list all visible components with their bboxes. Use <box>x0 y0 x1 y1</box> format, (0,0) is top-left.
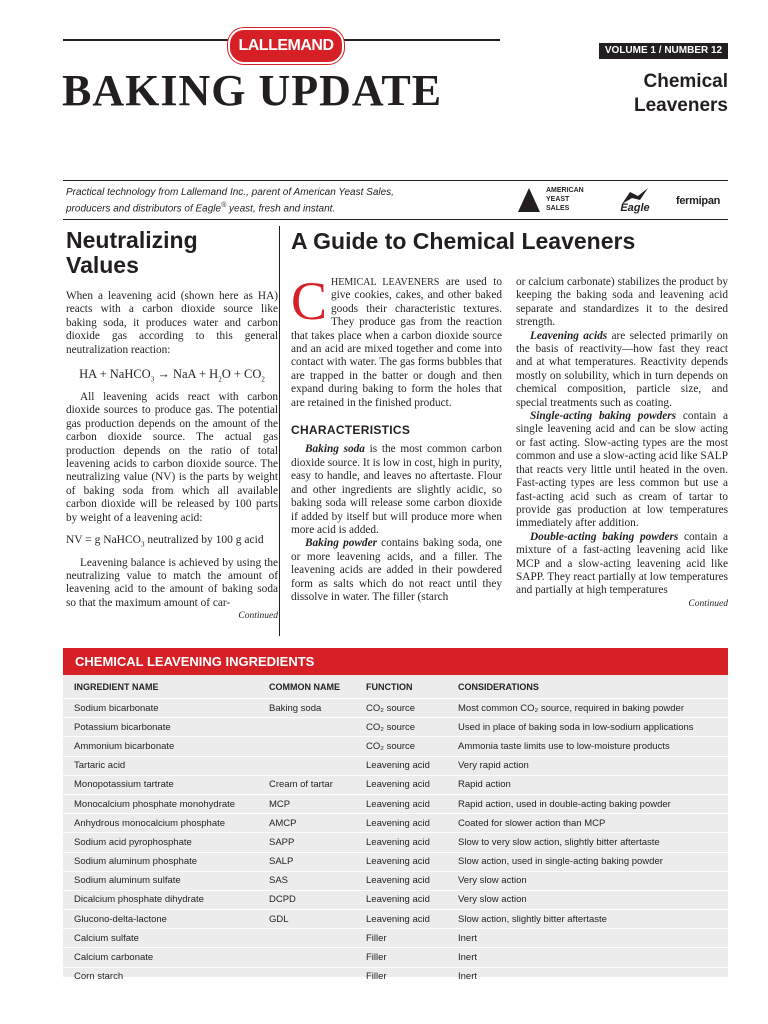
tagline-line1: Practical technology from Lallemand Inc., parent of American Yeast Sales, <box>66 187 394 198</box>
continued-label: Continued <box>238 611 278 622</box>
table-header-row <box>63 675 728 699</box>
issue-title <box>590 70 728 118</box>
common-name-cell: SAPP <box>269 833 366 852</box>
main-headline: A Guide to Chemical Leaveners <box>291 228 636 254</box>
ingredient-name-cell: Sodium aluminum phosphate <box>63 852 269 871</box>
ingredient-name-cell: Ammonium bicarbonate <box>63 737 269 756</box>
function-cell: CO₂ source <box>366 718 458 737</box>
main-article-col1 <box>291 271 502 604</box>
table-row <box>63 775 728 794</box>
eagle-icon <box>620 186 650 206</box>
ingredient-name-cell: Potassium bicarbonate <box>63 718 269 737</box>
common-name-cell <box>269 737 366 756</box>
considerations-cell: Very slow action <box>458 871 728 890</box>
table-row <box>63 699 728 718</box>
ingredient-name-cell: Calcium carbonate <box>63 948 269 967</box>
drop-cap: C <box>291 271 328 331</box>
paragraph: Baking soda is the most common carbon dioxide source. It is low in cost, high in purity, easy to handle, and leaves no aftertaste. Flour and other ingredients are slightly acidic, so baking soda will release some carbon dioxide if added by itself but will produce more when more acid is added. <box>291 443 502 536</box>
column-divider <box>279 226 280 636</box>
considerations-cell: Inert <box>458 929 728 948</box>
function-cell: Leavening acid <box>366 775 458 794</box>
fermipan-logo: fermipan <box>676 195 721 207</box>
common-name-cell <box>269 967 366 986</box>
common-name-cell: GDL <box>269 910 366 929</box>
considerations-cell: Very rapid action <box>458 756 728 775</box>
function-cell: Leavening acid <box>366 794 458 813</box>
table-row <box>63 929 728 948</box>
ingredients-table <box>63 675 728 983</box>
table-row <box>63 833 728 852</box>
table-row <box>63 910 728 929</box>
ays-mark-icon <box>518 188 540 212</box>
table-row <box>63 871 728 890</box>
considerations-cell: Slow to very slow action, slightly bitter aftertaste <box>458 833 728 852</box>
table-row <box>63 890 728 909</box>
ingredient-name-cell: Monocalcium phosphate monohydrate <box>63 794 269 813</box>
common-name-cell: AMCP <box>269 814 366 833</box>
column-header: CONSIDERATIONS <box>458 681 539 692</box>
table-row <box>63 756 728 775</box>
issue-title-line1: Chemical <box>643 71 728 92</box>
table-row <box>63 814 728 833</box>
considerations-cell: Slow action, slightly bitter aftertaste <box>458 910 728 929</box>
function-cell: Filler <box>366 929 458 948</box>
paragraph: Leavening acids are selected primarily on the basis of reactivity—how fast they react and at what temperatures. Reactivity depends mostly on solubility, which in turn depends on chemical composition, particle size, and special treatments such as coating. <box>516 329 728 409</box>
ingredient-name-cell: Anhydrous monocalcium phosphate <box>63 814 269 833</box>
tagline-line2: producers and distributors of Eagle® yeast, fresh and instant. <box>66 202 336 215</box>
left-article-body <box>66 290 278 622</box>
paragraph: All leavening acids react with carbon dioxide sources to produce gas. The potential gas production depends on the amount of the carbon dioxide source. The actual gas production depends on the ratio of total leavening acids to carbon dioxide source. The neutralizing value (NV) is the parts by weight of baking soda from which all available carbon dioxide will be released by 100 parts by weight of a leavening acid: <box>66 391 278 524</box>
ingredient-name-cell: Dicalcium phosphate dihydrate <box>63 890 269 909</box>
common-name-cell: MCP <box>269 794 366 813</box>
function-cell: Filler <box>366 948 458 967</box>
paragraph: Baking powder contains baking soda, one or more leavening acids, and a filler. The leavening acids are added in their powdered form as salts which do not react until they dissolve in water. The filler (starch <box>291 537 502 603</box>
volume-badge: VOLUME 1 / NUMBER 12 <box>599 43 728 59</box>
function-cell: Leavening acid <box>366 890 458 909</box>
ingredient-name-cell: Corn starch <box>63 967 269 986</box>
function-cell: CO₂ source <box>366 737 458 756</box>
table-title: CHEMICAL LEAVENING INGREDIENTS <box>63 648 728 675</box>
considerations-cell: Very slow action <box>458 890 728 909</box>
function-cell: Leavening acid <box>366 814 458 833</box>
considerations-cell: Most common CO₂ source, required in baking powder <box>458 699 728 718</box>
tagline-top-rule <box>63 180 728 181</box>
ingredient-name-cell: Sodium aluminum sulfate <box>63 871 269 890</box>
considerations-cell: Ammonia taste limits use to low-moisture products <box>458 737 728 756</box>
lead-paragraph: CHEMICAL LEAVENERS are used to give cookies, cakes, and other baked goods their characteristic textures. They produce gas from the reaction that takes place when a carbon dioxide source and an acid are mixed together and come into contact with water. The gas forms bubbles that are trapped in the batter or dough and then expand during baking to form the holes that are retained in the finished product. <box>291 271 502 409</box>
section-subhead: CHARACTERISTICS <box>291 423 411 438</box>
column-header: COMMON NAME <box>269 681 340 692</box>
paragraph: or calcium carbonate) stabilizes the product by keeping the baking soda and leavening acid separate and standardizes it to the desired strength. <box>516 276 728 329</box>
considerations-cell: Slow action, used in single-acting baking powder <box>458 852 728 871</box>
tagline <box>66 186 496 215</box>
common-name-cell: Baking soda <box>269 699 366 718</box>
function-cell: Leavening acid <box>366 910 458 929</box>
issue-title-line2: Leaveners <box>633 95 728 116</box>
table-row <box>63 967 728 986</box>
table-row <box>63 852 728 871</box>
considerations-cell: Used in place of baking soda in low-sodium applications <box>458 718 728 737</box>
common-name-cell: SAS <box>269 871 366 890</box>
table-row <box>63 718 728 737</box>
main-article-col2 <box>516 276 728 610</box>
function-cell: Leavening acid <box>366 871 458 890</box>
function-cell: Filler <box>366 967 458 986</box>
considerations-cell: Inert <box>458 948 728 967</box>
paragraph: Single-acting baking powders contain a single leavening acid and can be slow acting or fast acting. Slow-acting types are the most common and use a slow-acting acid like SALP that reacts very little until heated in the oven. Fast-acting types are less common but use a fast-acting acid such as cream of tartar to provide gas production at low temperatures immediately after addition. <box>516 410 728 530</box>
masthead-title: BAKING UPDATE <box>62 66 443 115</box>
column-header: FUNCTION <box>366 681 413 692</box>
function-cell: CO₂ source <box>366 699 458 718</box>
table-row <box>63 948 728 967</box>
considerations-cell: Rapid action, used in double-acting baking powder <box>458 794 728 813</box>
nv-equation: NV = g NaHCO$_3$ neutralized by 100 g acid <box>66 534 264 549</box>
considerations-cell: Inert <box>458 967 728 986</box>
common-name-cell: DCPD <box>269 890 366 909</box>
paragraph: Double-acting baking powders contain a mixture of a fast-acting leavening acid like MCP and a slow-acting leavening acid like SAPP. They react partially at low temperatures and partially at high temperatures <box>516 530 728 597</box>
common-name-cell <box>269 948 366 967</box>
common-name-cell: SALP <box>269 852 366 871</box>
common-name-cell: Cream of tartar <box>269 775 366 794</box>
ingredient-name-cell: Monopotassium tartrate <box>63 775 269 794</box>
tagline-bottom-rule <box>63 219 728 220</box>
table-row <box>63 737 728 756</box>
eagle-logo: Eagle <box>612 186 658 216</box>
function-cell: Leavening acid <box>366 756 458 775</box>
table-row <box>63 794 728 813</box>
considerations-cell: Coated for slower action than MCP <box>458 814 728 833</box>
ingredient-name-cell: Tartaric acid <box>63 756 269 775</box>
continued-label: Continued <box>688 598 728 609</box>
ingredient-name-cell: Calcium sulfate <box>63 929 269 948</box>
american-yeast-sales-logo: AMERICAN YEAST SALES <box>518 186 598 216</box>
common-name-cell <box>269 929 366 948</box>
function-cell: Leavening acid <box>366 833 458 852</box>
common-name-cell <box>269 756 366 775</box>
considerations-cell: Rapid action <box>458 775 728 794</box>
ingredient-name-cell: Sodium acid pyrophosphate <box>63 833 269 852</box>
ingredient-name-cell: Sodium bicarbonate <box>63 699 269 718</box>
paragraph: When a leavening acid (shown here as HA) reacts with a carbon dioxide source like baking soda, it produces water and carbon dioxide gas according to this general neutralization reaction: <box>66 290 278 356</box>
ingredient-name-cell: Glucono-delta-lactone <box>63 910 269 929</box>
neutralization-equation: HA + NaHCO$_3$ → NaA + $H_2O + CO_2$ <box>79 367 265 384</box>
function-cell: Leavening acid <box>366 852 458 871</box>
column-header: INGREDIENT NAME <box>74 681 159 692</box>
common-name-cell <box>269 718 366 737</box>
paragraph: Leavening balance is achieved by using the neutralizing value to match the amount of leavening acid to the amount of baking soda so that the maximum amount of car- <box>66 556 278 609</box>
lallemand-logo: LALLEMAND <box>228 28 344 64</box>
left-headline: Neutralizing Values <box>66 227 198 278</box>
